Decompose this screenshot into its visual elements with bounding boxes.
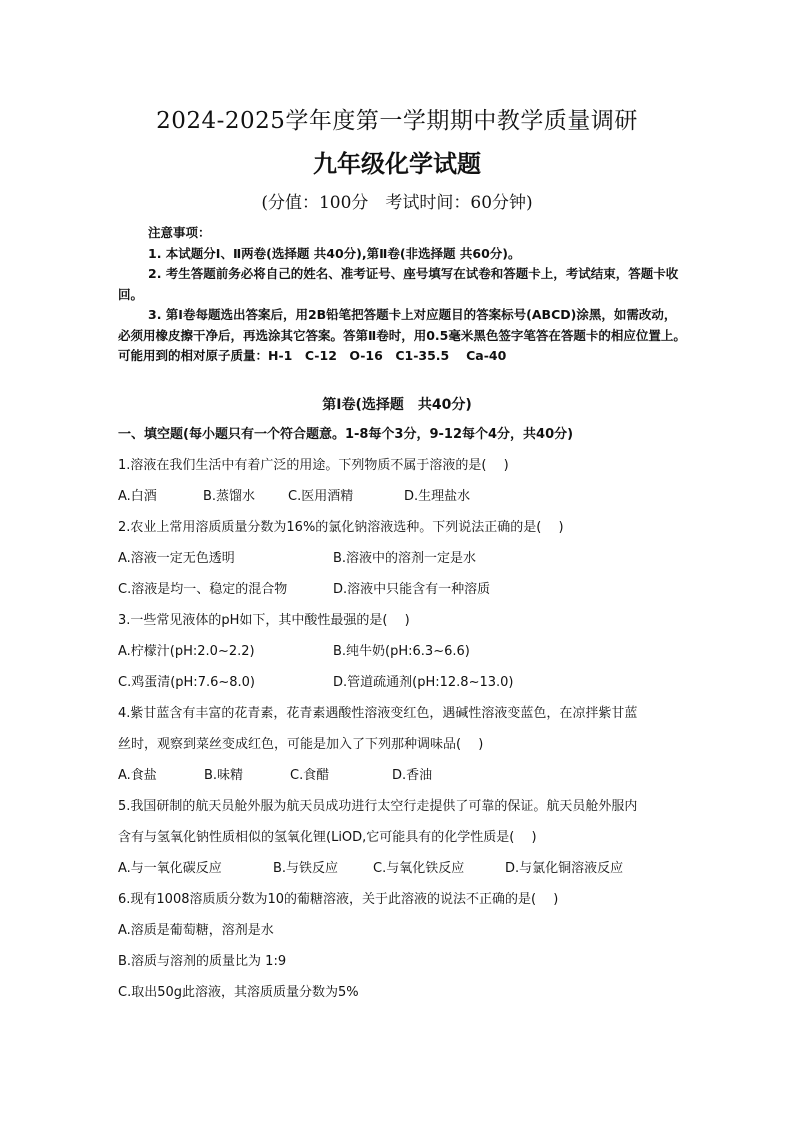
notes-block xyxy=(118,223,688,367)
option-b: B.溶液中的溶剂一定是水 xyxy=(333,551,477,566)
option-a: A.溶液一定无色透明 xyxy=(118,551,235,566)
option-a: A.溶质是葡萄糖，溶剂是水 xyxy=(118,923,274,938)
exam-subject: 九年级化学试题 xyxy=(313,150,481,178)
question-stem: 2.农业上常用溶质质量分数为16%的氯化钠溶液选种。下列说法正确的是( ) xyxy=(118,520,564,535)
option-c: C.溶液是均一、稳定的混合物 xyxy=(118,582,288,597)
question-stem: 丝时，观察到菜丝变成红色，可能是加入了下列那种调味品( ) xyxy=(118,737,484,752)
options-row xyxy=(118,673,688,704)
option-a: A.白酒 xyxy=(118,489,157,504)
option-d: D.溶液中只能含有一种溶质 xyxy=(333,582,491,597)
option-a: A.与一氧化碳反应 xyxy=(118,861,222,876)
option-b: B.味精 xyxy=(204,768,244,783)
option-d: D.管道疏通剂(pH:12.8~13.0) xyxy=(333,675,514,690)
option-c: C.食醋 xyxy=(290,768,330,783)
option-b: B.纯牛奶(pH:6.3~6.6) xyxy=(333,644,470,659)
question-stem: 含有与氢氧化钠性质相似的氢氧化锂(LiOD,它可能具有的化学性质是( ) xyxy=(118,830,537,845)
part-heading: 一、填空题(每小题只有一个符合题意。1-8每个3分，9-12每个4分，共40分) xyxy=(118,427,574,442)
option-d: D.生理盐水 xyxy=(404,489,471,504)
option-c: C.鸡蛋清(pH:7.6~8.0) xyxy=(118,675,256,690)
option-b: B.蒸馏水 xyxy=(203,489,256,504)
option-c: C.与氧化铁反应 xyxy=(373,861,465,876)
option-b: B.溶质与溶剂的质量比为 1:9 xyxy=(118,954,287,969)
option-c: C.取出50g此溶液，其溶质质量分数为5% xyxy=(118,985,359,1000)
option-c: C.医用酒精 xyxy=(288,489,354,504)
question-stem: 5.我国研制的航天员舱外服为航天员成功进行太空行走提供了可靠的保证。航天员舱外服内 xyxy=(118,799,638,814)
option-b: B.与铁反应 xyxy=(273,861,339,876)
options-row xyxy=(118,642,688,673)
options-row xyxy=(118,487,688,518)
exam-meta: (分值：100分 考试时间：60分钟) xyxy=(261,193,533,213)
option-d: D.与氯化铜溶液反应 xyxy=(505,861,624,876)
notes-heading: 注意事项： xyxy=(148,225,211,240)
question-stem: 3.一些常见液体的pH如下，其中酸性最强的是( ) xyxy=(118,613,410,628)
question-stem: 4.紫甘蓝含有丰富的花青素，花青素遇酸性溶液变红色，遇碱性溶液变蓝色，在凉拌紫甘蓝 xyxy=(118,706,638,721)
option-a: A.食盐 xyxy=(118,768,157,783)
question-stem: 1.溶液在我们生活中有着广泛的用途。下列物质不属于溶液的是( ) xyxy=(118,458,509,473)
question-stem: 6.现有1008溶质质分数为10的葡糖溶液，关于此溶液的说法不正确的是( ) xyxy=(118,892,559,907)
questions-body xyxy=(118,425,688,1014)
note-item: 1. 本试题分Ⅰ、Ⅱ两卷(选择题 共40分),第Ⅱ卷(非选择题 共60分)。 xyxy=(148,245,521,261)
option-a: A.柠檬汁(pH:2.0~2.2) xyxy=(118,644,255,659)
exam-title: 2024-2025学年度第一学期期中教学质量调研 xyxy=(156,108,638,134)
note-item: 2. 考生答题前务必将自己的姓名、准考证号、座号填写在试卷和答题卡上，考试结束，答题卡收回。 xyxy=(118,266,679,302)
note-item: 3. 第Ⅰ卷每题选出答案后，用2B铅笔把答题卡上对应题目的答案标号(ABCD)涂黑，如需改动，必须用橡皮擦干净后，再选涂其它答案。答第Ⅱ卷时，用0.5毫米黑色签字笔答在答题卡的相应位置上。 xyxy=(118,307,686,343)
option-d: D.香油 xyxy=(392,768,433,783)
options-row xyxy=(118,766,688,797)
options-row xyxy=(118,859,688,890)
atomic-mass-line: 可能用到的相对原子质量：H-1 C-12 O-16 C1-35.5 Ca-40 xyxy=(118,348,507,363)
options-row xyxy=(118,580,688,611)
options-row xyxy=(118,549,688,580)
section-title: 第Ⅰ卷(选择题 共40分) xyxy=(322,397,472,413)
